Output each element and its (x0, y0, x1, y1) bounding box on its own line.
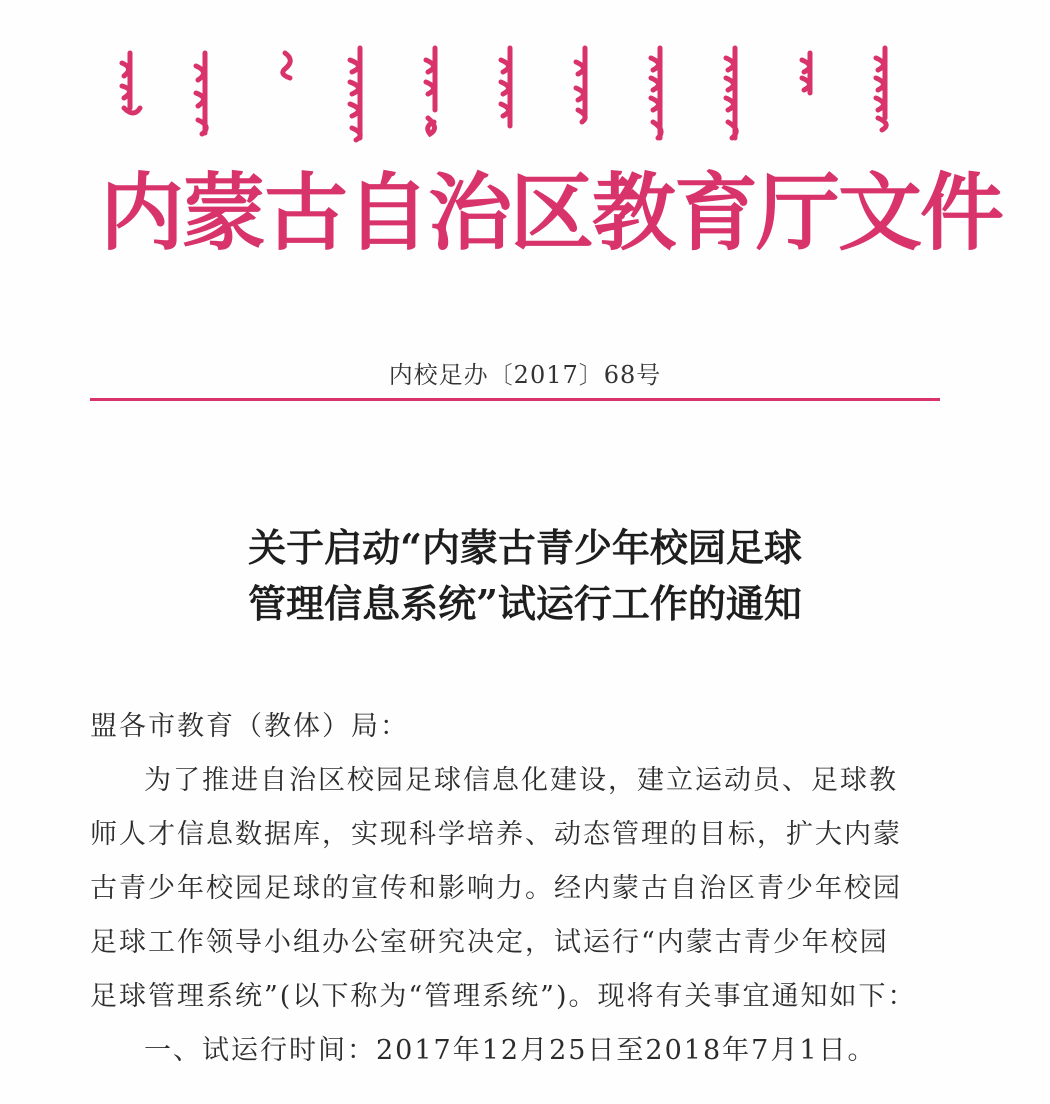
paragraph-line: 古青少年校园足球的宣传和影响力。经内蒙古自治区青少年校园 (90, 873, 902, 904)
item-1-trial-period: 一、试运行时间：2017年12月25日至2018年7月1日。 (144, 1035, 877, 1066)
notice-title-line-2: 管理信息系统”试运行工作的通知 (248, 581, 802, 626)
issuer-title: 内蒙古自治区教育厅文件 (100, 164, 1003, 262)
paragraph-line: 足球工作领导小组办公室研究决定，试运行“内蒙古青少年校园 (90, 927, 889, 958)
mongolian-script-image (110, 38, 920, 148)
notice-body (90, 700, 950, 1078)
notice-title-line-1: 关于启动“内蒙古青少年校园足球 (248, 525, 802, 570)
paragraph-line: 足球管理系统”(以下称为“管理系统”)。现将有关事宜通知如下： (90, 981, 917, 1012)
mongolian-script-header (110, 38, 920, 148)
paragraph-line: 为了推进自治区校园足球信息化建设，建立运动员、足球教 (144, 765, 898, 796)
notice-title (0, 520, 1050, 632)
salutation: 盟各市教育（教体）局： (90, 711, 409, 742)
document-number: 内校足办〔2017〕68号 (388, 361, 662, 389)
paragraph-line: 师人才信息数据库，实现科学培养、动态管理的目标，扩大内蒙 (90, 819, 902, 850)
red-divider (90, 398, 940, 401)
